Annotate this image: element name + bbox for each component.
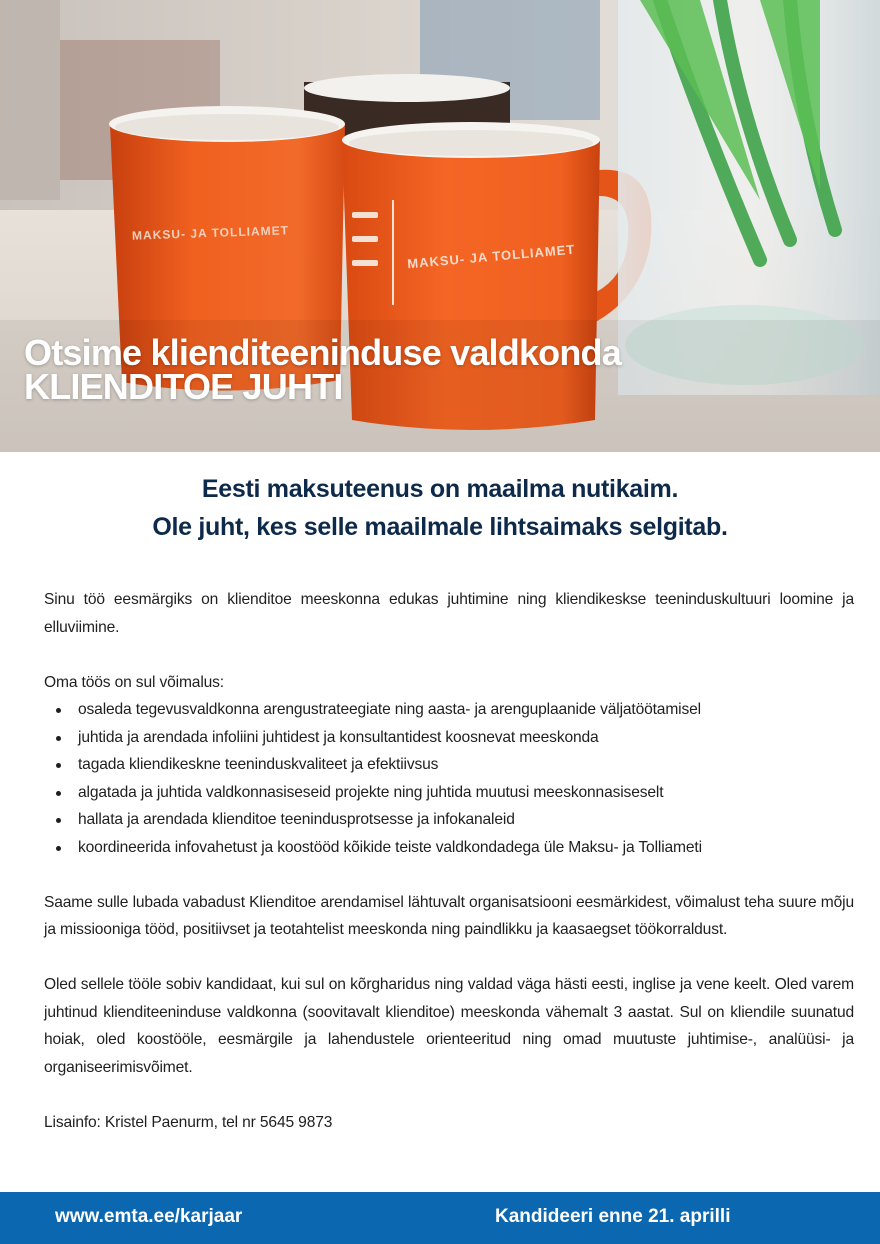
mug-brand-left: MAKSU- JA TOLLIAMET [131, 223, 290, 243]
opportunities-list [44, 696, 854, 861]
mug-brand-right: MAKSU- JA TOLLIAMET [406, 241, 576, 272]
hero-title [24, 332, 621, 407]
intro-paragraph: Sinu töö eesmärgiks on klienditoe meeskonna edukas juhtimine ning kliendikeskse teeninduskultuuri loomine ja elluviimine. [44, 591, 854, 636]
application-deadline: Kandideeri enne 21. aprilli [495, 1206, 731, 1227]
job-description [44, 586, 854, 1136]
requirements-paragraph: Oled sellele tööle sobiv kandidaat, kui sul on kõrgharidus ning valdad väga hästi eesti, inglise ja vene keelt. Oled varem juhtinud klienditeeninduse valdkonna (soovitavalt klienditoe) meeskonda vähemalt 3 aastat. Sul on kliendile suunatud hoiak, oled koostööle, eesmärgile ja lahendustele orienteeritud ning omad muutuste juhtimise-, analüüsi- ja organiseerimisvõimet. [44, 976, 854, 1076]
list-item: algatada ja juhtida valdkonnasiseseid projekte ning juhtida muutusi meeskonnasiseselt [78, 779, 854, 807]
list-item: hallata ja arendada klienditoe teenindusprotsesse ja infokanaleid [78, 806, 854, 834]
hero-photo [0, 0, 880, 452]
headline-line2: Ole juht, kes selle maailmale lihtsaimaks selgitab. [152, 513, 728, 541]
list-item: juhtida ja arendada infoliini juhtidest ja konsultantidest koosnevat meeskonda [78, 724, 854, 752]
headline-line1: Eesti maksuteenus on maailma nutikaim. [201, 475, 679, 503]
hero-title-line1: Otsime klienditeeninduse valdkonda [24, 332, 621, 373]
opportunities-lead: Oma töös on sul võimalus: [44, 673, 224, 691]
list-item: osaleda tegevusvaldkonna arengustrateegiate ning aasta- ja arenguplaanide väljatöötamisel [78, 696, 854, 724]
list-item: tagada kliendikeskne teeninduskvaliteet ja efektiivsus [78, 751, 854, 779]
hero-title-line2: KLIENDITOE JUHTI [24, 366, 343, 407]
career-link[interactable]: www.emta.ee/karjaar [55, 1206, 243, 1227]
headline [0, 470, 880, 546]
contact-info: Lisainfo: Kristel Paenurm, tel nr 5645 9873 [44, 1113, 333, 1131]
footer-bar [0, 1192, 880, 1244]
promise-paragraph: Saame sulle lubada vabadust Klienditoe arendamisel lähtuvalt organisatsiooni eesmärkidest, võimalust teha suure mõju ja missiooniga tööd, positiivset ja teotahtelist meeskonda ning paindlikku ja kaasaegset töökorraldust. [44, 893, 854, 938]
list-item: koordineerida infovahetust ja koostööd kõikide teiste valdkondadega üle Maksu- ja Tolliameti [78, 834, 854, 862]
